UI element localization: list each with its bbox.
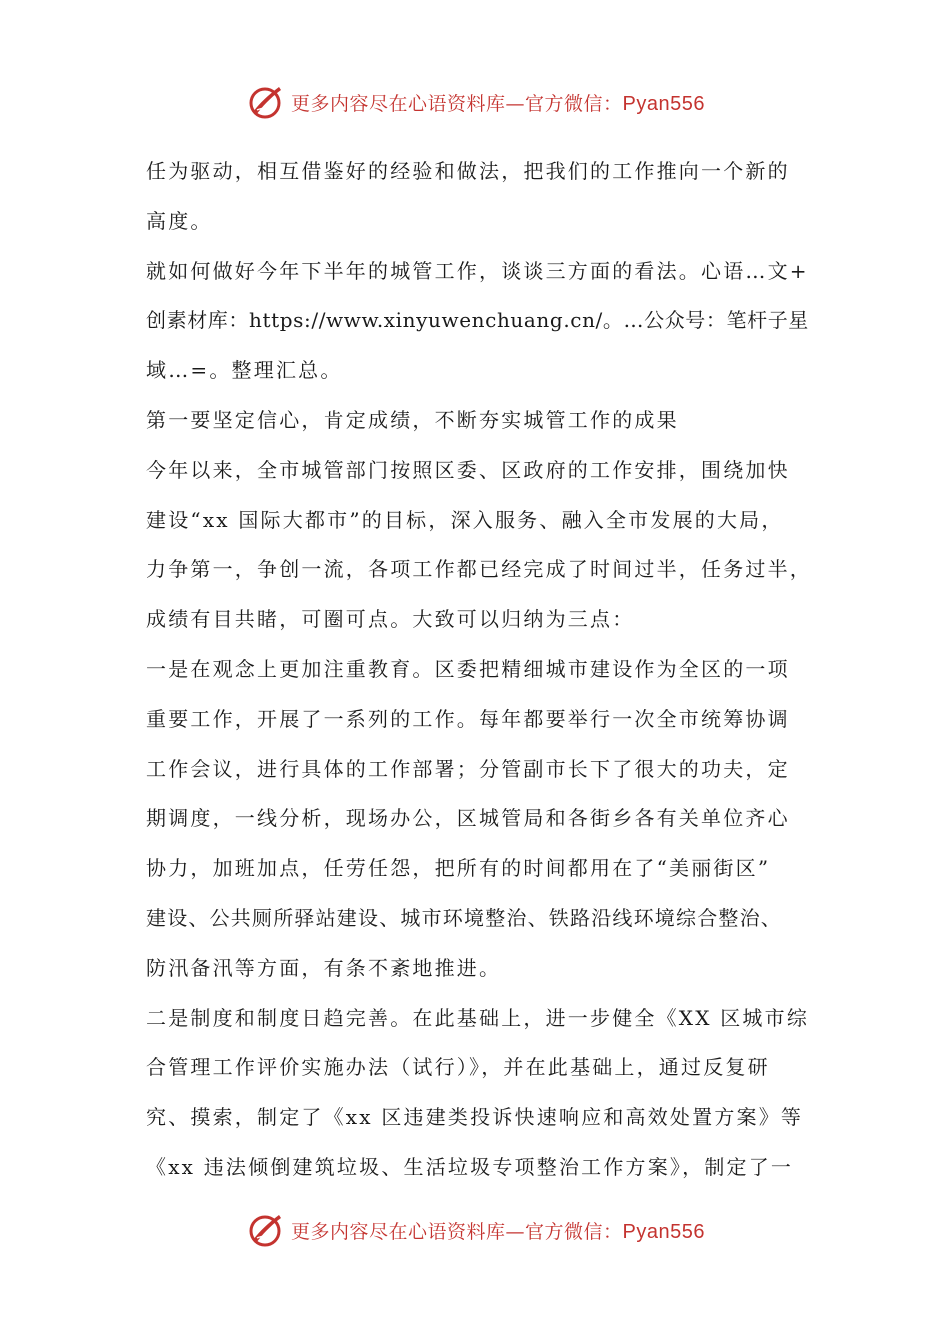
body-line: 防汛备汛等方面，有条不紊地推进。 [146,955,502,980]
body-line: 究、摸索，制定了《xx 区违建类投诉快速响应和高效处置方案》等 [146,1105,804,1130]
body-line: 任为驱动，相互借鉴好的经验和做法，把我们的工作推向一个新的 [146,159,790,183]
body-line: 就如何做好今年下半年的城管工作，谈谈三方面的看法。心语…文+ [146,258,809,283]
footer-banner [0,1208,950,1252]
body-line: 建设“xx 国际大都市”的目标，深入服务、融入全市发展的大局， [146,507,784,532]
footer-wechat-id: Pyan556 [622,1220,705,1243]
header-wechat-id: Pyan556 [622,92,705,115]
body-line: 《xx 违法倾倒建筑垃圾、生活垃圾专项整治工作方案》，制定了一 [146,1154,794,1179]
pen-logo-icon [245,82,285,122]
section-heading: 第一要坚定信心，肯定成绩，不断夯实城管工作的成果 [146,407,679,432]
body-line: 创素材库：https://www.xinyuwenchuang.cn/。…公众号：笔杆子星 [146,308,809,333]
body-line: 工作会议，进行具体的工作部署；分管副市长下了很大的功夫，定 [146,756,790,781]
body-line: 二是制度和制度日趋完善。在此基础上，进一步健全《XX 区城市综 [146,1005,810,1030]
body-line: 重要工作，开展了一系列的工作。每年都要举行一次全市统筹协调 [146,706,790,731]
footer-banner-text: 更多内容尽在心语资料库—官方微信：Pyan556 [291,1220,705,1243]
header-banner-text: 更多内容尽在心语资料库—官方微信：Pyan556 [291,92,705,115]
document-body [146,147,826,1193]
body-line: 高度。 [146,208,213,233]
header-banner [0,80,950,124]
body-line: 合管理工作评价实施办法（试行）》，并在此基础上，通过反复研 [146,1055,770,1080]
body-line: 力争第一，争创一流，各项工作都已经完成了时间过半，任务过半， [146,557,812,582]
body-line: 成绩有目共睹，可圈可点。大致可以归纳为三点： [146,607,635,632]
body-line: 今年以来，全市城管部门按照区委、区政府的工作安排，围绕加快 [146,457,790,482]
body-line: 一是在观念上更加注重教育。区委把精细城市建设作为全区的一项 [146,656,790,681]
pen-logo-icon [245,1210,285,1250]
body-line: 建设、公共厕所驿站建设、城市环境整治、铁路沿线环境综合整治、 [146,905,782,930]
body-line: 域…=。整理汇总。 [146,358,343,383]
body-line: 协力，加班加点，任劳任怨，把所有的时间都用在了“美丽街区” [146,856,771,881]
body-line: 期调度，一线分析，现场办公，区城管局和各街乡各有关单位齐心 [146,806,790,831]
